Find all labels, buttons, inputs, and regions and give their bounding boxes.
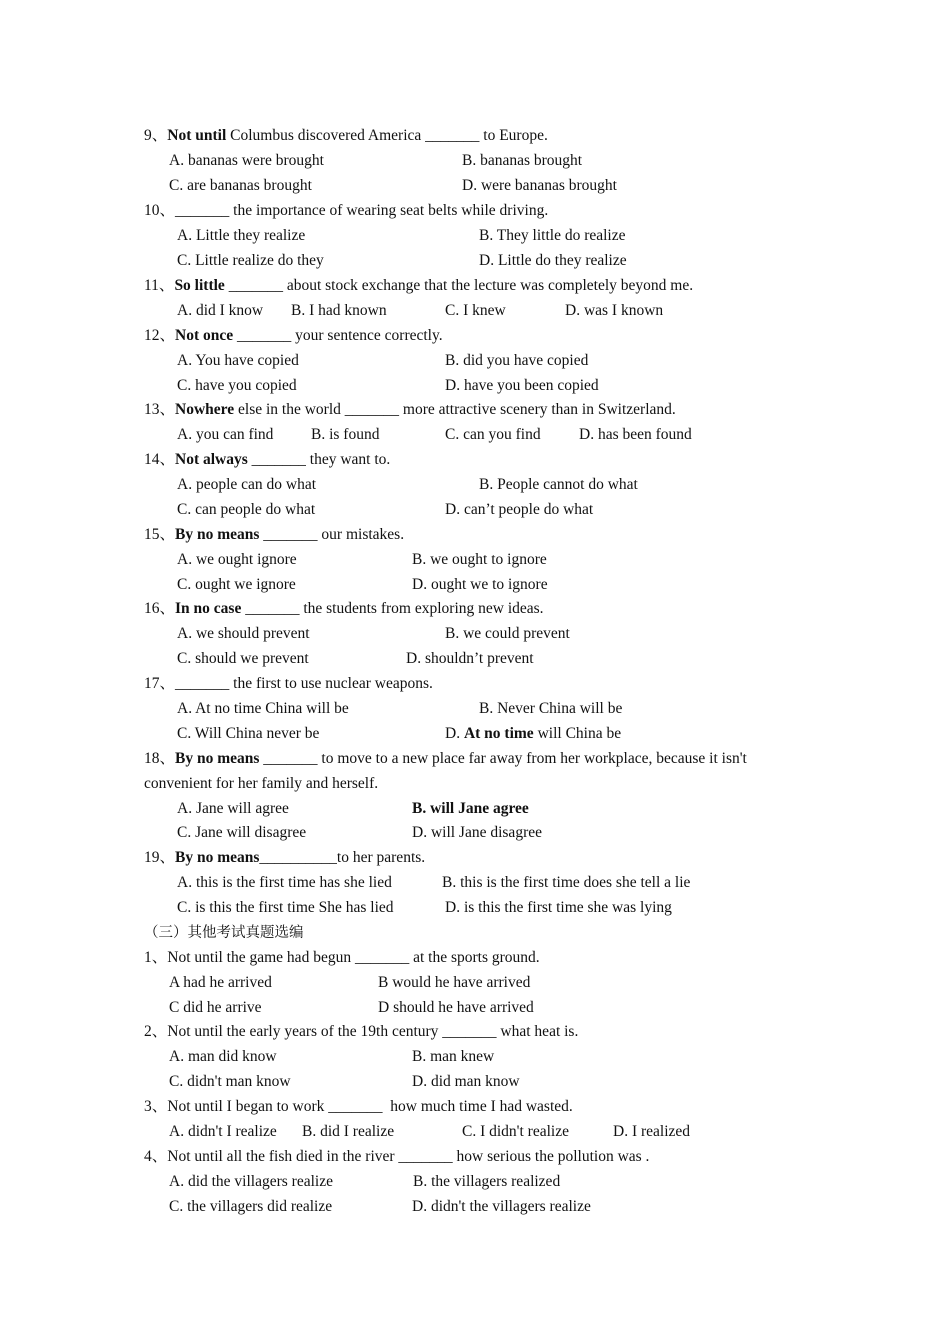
option-b: B. man knew xyxy=(412,1048,495,1065)
exam-question-4 xyxy=(144,1147,649,1167)
option-b: B. I had known xyxy=(291,302,387,319)
option-c: C. the villagers did realize xyxy=(169,1198,333,1215)
question-number: 17、 xyxy=(144,675,176,692)
question-text: Not until all the fish died in the river _______ how serious the pollution was . xyxy=(167,1148,650,1165)
option-c: C. have you copied xyxy=(177,377,297,394)
option-d-text: will China be xyxy=(533,725,622,742)
question-number: 2、 xyxy=(144,1023,168,1040)
option-d: D. ought we to ignore xyxy=(412,576,548,593)
option-b: B. People cannot do what xyxy=(479,476,638,493)
question-text: _______ they want to. xyxy=(247,451,391,468)
question-number: 13、 xyxy=(144,401,176,418)
question-16 xyxy=(144,599,544,619)
option-b: B. bananas brought xyxy=(462,152,583,169)
option-c: C. Jane will disagree xyxy=(177,824,307,841)
question-number: 16、 xyxy=(144,600,176,617)
option-c: C. Little realize do they xyxy=(177,252,324,269)
question-keyword: In no case xyxy=(175,600,242,617)
option-a: A. Little they realize xyxy=(177,227,306,244)
question-number: 11、 xyxy=(144,277,175,294)
option-d-keyword: At no time xyxy=(463,725,534,742)
question-keyword: By no means xyxy=(175,526,260,543)
option-a: A had he arrived xyxy=(169,974,272,991)
question-18-continuation: convenient for her family and herself. xyxy=(144,775,379,792)
option-a: A. this is the first time has she lied xyxy=(177,874,392,891)
option-b: B. will Jane agree xyxy=(412,800,529,817)
question-text: Not until the early years of the 19th century _______ what heat is. xyxy=(167,1023,579,1040)
option-c: C. can people do what xyxy=(177,501,316,518)
question-keyword: By no means xyxy=(175,849,260,866)
option-a: A. man did know xyxy=(169,1048,277,1065)
question-number: 3、 xyxy=(144,1098,168,1115)
question-text: _______ the importance of wearing seat belts while driving. xyxy=(175,202,549,219)
option-b: B. did I realize xyxy=(302,1123,395,1140)
question-text: Not until the game had begun _______ at the sports ground. xyxy=(167,949,540,966)
question-number: 12、 xyxy=(144,327,176,344)
question-text: _______ about stock exchange that the lecture was completely beyond me. xyxy=(224,277,694,294)
question-number: 14、 xyxy=(144,451,176,468)
option-b: B. Never China will be xyxy=(479,700,623,717)
question-keyword: So little xyxy=(174,277,225,294)
option-d: D should he have arrived xyxy=(378,999,534,1016)
question-keyword: Not until xyxy=(167,127,227,144)
option-b: B. They little do realize xyxy=(479,227,626,244)
question-17 xyxy=(144,674,433,694)
option-c: C. didn't man know xyxy=(169,1073,291,1090)
section-heading: （三）其他考试真题选编 xyxy=(144,925,304,941)
option-b: B. the villagers realized xyxy=(413,1173,561,1190)
question-14 xyxy=(144,450,390,470)
exam-question-3 xyxy=(144,1097,573,1117)
question-text: else in the world _______ more attractive scenery than in Switzerland. xyxy=(234,401,676,418)
option-c: C. Will China never be xyxy=(177,725,320,742)
option-c: C did he arrive xyxy=(169,999,262,1016)
option-d: D. Little do they realize xyxy=(479,252,627,269)
option-c: C. should we prevent xyxy=(177,650,309,667)
option-d: D. were bananas brought xyxy=(462,177,617,194)
question-number: 15、 xyxy=(144,526,176,543)
question-text: _______ the students from exploring new ideas. xyxy=(241,600,544,617)
option-d: D. I realized xyxy=(613,1123,691,1140)
question-keyword: Nowhere xyxy=(175,401,235,418)
option-d: D. didn't the villagers realize xyxy=(412,1198,591,1215)
question-number: 1、 xyxy=(144,949,168,966)
option-b: B. we ought to ignore xyxy=(412,551,547,568)
option-d: D. shouldn’t prevent xyxy=(406,650,534,667)
question-text: _______ your sentence correctly. xyxy=(233,327,443,344)
question-number: 9、 xyxy=(144,127,168,144)
exam-question-2 xyxy=(144,1022,578,1042)
option-d: D. did man know xyxy=(412,1073,520,1090)
question-19 xyxy=(144,848,425,868)
question-number: 18、 xyxy=(144,750,176,767)
option-d xyxy=(445,724,621,744)
option-b: B. is found xyxy=(311,426,380,443)
question-10 xyxy=(144,201,548,221)
option-c: C. are bananas brought xyxy=(169,177,312,194)
option-d-prefix: D. xyxy=(445,725,464,742)
option-a: A. didn't I realize xyxy=(169,1123,277,1140)
option-a: A. At no time China will be xyxy=(177,700,349,717)
option-a: A. Jane will agree xyxy=(177,800,289,817)
question-number: 19、 xyxy=(144,849,176,866)
option-d: D. has been found xyxy=(579,426,692,443)
question-13 xyxy=(144,400,676,420)
question-9 xyxy=(144,126,548,146)
question-number: 10、 xyxy=(144,202,176,219)
option-b: B would he have arrived xyxy=(378,974,531,991)
option-a: A. we should prevent xyxy=(177,625,310,642)
question-text: _______ the first to use nuclear weapons. xyxy=(175,675,433,692)
option-d: D. was I known xyxy=(565,302,664,319)
question-text: Not until I began to work _______ how much time I had wasted. xyxy=(167,1098,573,1115)
option-a: A. You have copied xyxy=(177,352,299,369)
option-a: A. you can find xyxy=(177,426,274,443)
option-c: C. I knew xyxy=(445,302,506,319)
question-keyword: Not always xyxy=(175,451,248,468)
option-a: A. bananas were brought xyxy=(169,152,324,169)
option-a: A. we ought ignore xyxy=(177,551,297,568)
option-d: D. have you been copied xyxy=(445,377,599,394)
question-keyword: By no means xyxy=(175,750,260,767)
question-15 xyxy=(144,525,404,545)
option-b: B. we could prevent xyxy=(445,625,570,642)
option-a: A. did I know xyxy=(177,302,264,319)
option-b: B. did you have copied xyxy=(445,352,589,369)
option-b: B. this is the first time does she tell a lie xyxy=(442,874,691,891)
question-text: _______ to move to a new place far away from her workplace, because it isn't xyxy=(259,750,747,767)
exam-question-1 xyxy=(144,948,540,968)
option-c: C. is this the first time She has lied xyxy=(177,899,394,916)
question-text: __________to her parents. xyxy=(259,849,426,866)
option-c: C. I didn't realize xyxy=(462,1123,569,1140)
question-text: _______ our mistakes. xyxy=(259,526,405,543)
question-text: Columbus discovered America _______ to Europe. xyxy=(226,127,548,144)
option-c: C. can you find xyxy=(445,426,541,443)
option-c: C. ought we ignore xyxy=(177,576,296,593)
question-keyword: Not once xyxy=(175,327,234,344)
question-number: 4、 xyxy=(144,1148,168,1165)
option-d: D. is this the first time she was lying xyxy=(445,899,672,916)
option-a: A. did the villagers realize xyxy=(169,1173,333,1190)
option-d: D. will Jane disagree xyxy=(412,824,542,841)
question-18 xyxy=(144,749,747,769)
question-12 xyxy=(144,326,443,346)
option-a: A. people can do what xyxy=(177,476,317,493)
option-d: D. can’t people do what xyxy=(445,501,594,518)
question-11 xyxy=(144,276,693,296)
